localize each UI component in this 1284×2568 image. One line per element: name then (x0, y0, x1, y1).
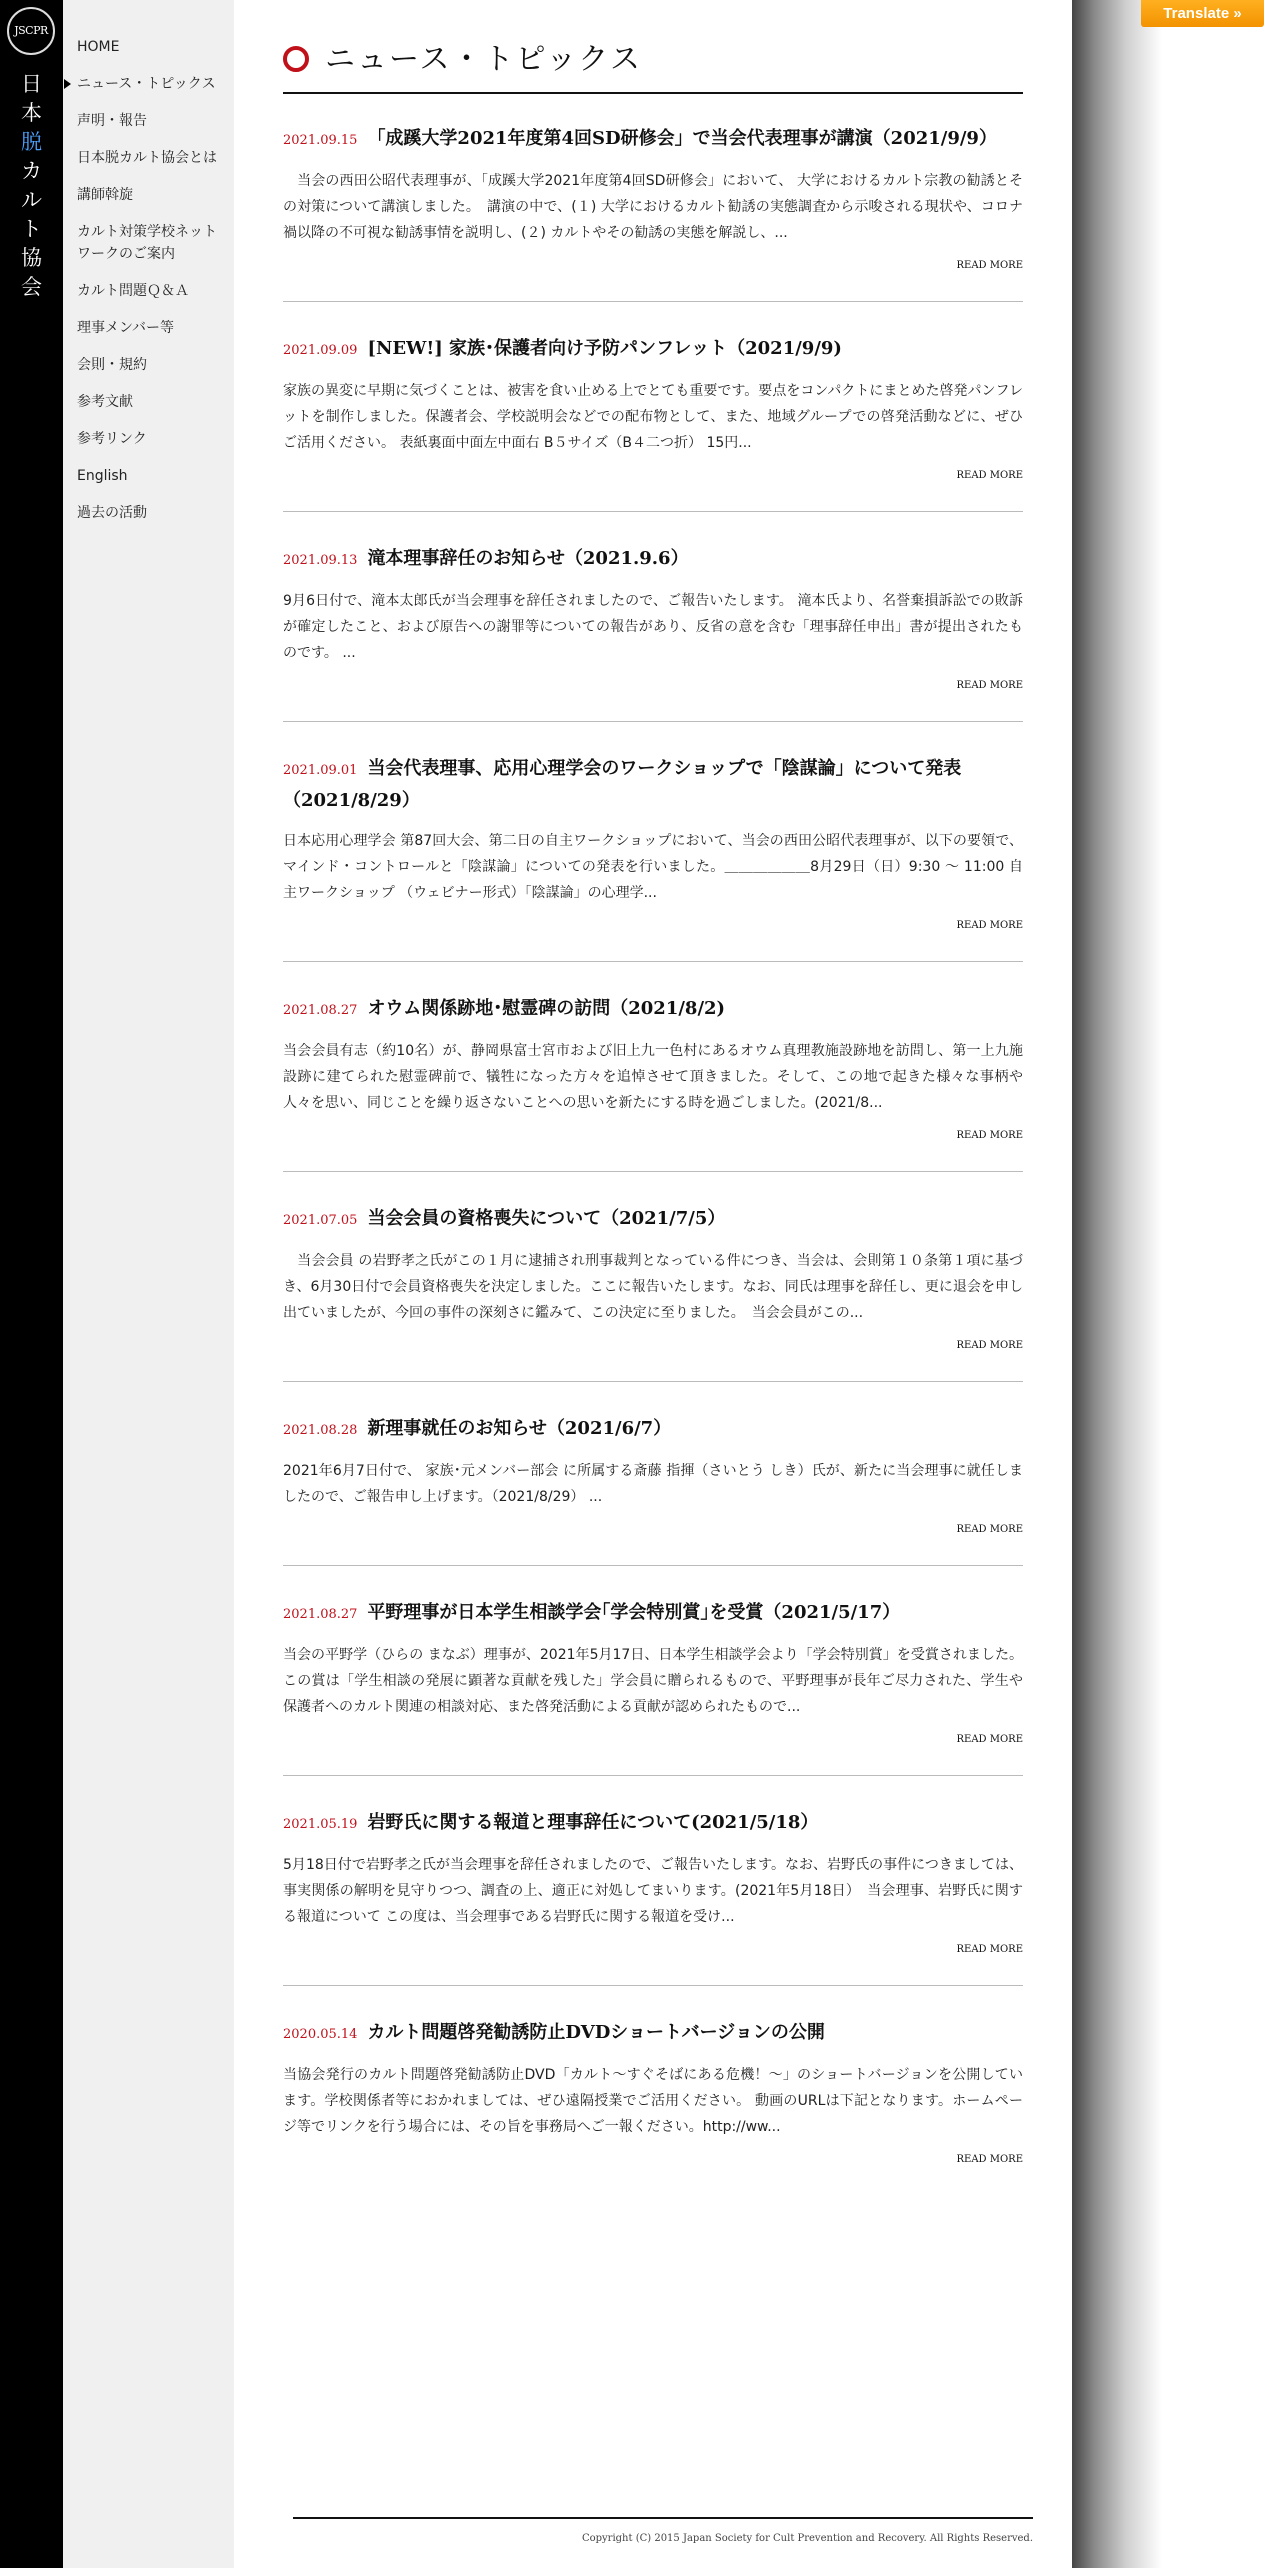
read-more-link[interactable]: READ MORE (956, 920, 1023, 931)
nav-item-lecturers[interactable]: 講師斡旋 (77, 187, 133, 203)
read-more-link[interactable]: READ MORE (956, 470, 1023, 481)
ring-icon (283, 46, 309, 72)
brand-char: ル (21, 188, 42, 212)
news-head (283, 994, 1023, 1026)
news-title[interactable]: 当会会員の資格喪失について（2021/7/5） (367, 1208, 726, 1229)
news-title[interactable]: 新理事就任のお知らせ（2021/6/7） (367, 1418, 672, 1439)
news-date: 2021.08.27 (283, 1003, 358, 1018)
news-item (283, 124, 1023, 302)
read-more-link[interactable]: READ MORE (956, 1944, 1023, 1955)
brand-char: 日 (21, 72, 42, 96)
news-head (283, 124, 1023, 156)
read-more-link[interactable]: READ MORE (956, 1734, 1023, 1745)
news-excerpt: 家族の異変に早期に気づくことは、被害を食い止める上でとても重要です。要点をコンパクトにまとめた啓発パンフレットを制作しました。保護者会、学校説明会などでの配布物として、また、地域グループでの啓発活動などに、ぜひご活用ください。 表紙裏面中面左中面右 B５サイズ（B４二つ折） 15円... (283, 383, 1023, 451)
translate-button[interactable]: Translate » (1141, 0, 1264, 27)
news-date: 2021.09.01 (283, 763, 358, 778)
news-excerpt: 当会の西田公昭代表理事が、「成蹊大学2021年度第4回SD研修会」において、 大学におけるカルト宗教の勧誘とその対策について講演しました。 講演の中で、(１) 大学におけるカルト勧誘の実態調査から示唆される現状や、コロナ禍以降の不可視な勧誘事情を説明し、(２) カルトやその勧誘の実態を解説し、... (283, 173, 1023, 241)
nav-item-bylaws[interactable]: 会則・規約 (77, 357, 147, 373)
read-more-link[interactable]: READ MORE (956, 1524, 1023, 1535)
news-date: 2021.09.13 (283, 553, 358, 568)
nav-item-about[interactable]: 日本脱カルト協会とは (77, 150, 217, 166)
nav-item-home[interactable]: HOME (77, 39, 120, 55)
news-title[interactable]: [NEW!] 家族･保護者向け予防パンフレット（2021/9/9) (367, 338, 842, 359)
read-more-link[interactable]: READ MORE (956, 1340, 1023, 1351)
news-date: 2021.08.27 (283, 1607, 358, 1622)
news-date: 2021.08.28 (283, 1423, 358, 1438)
news-excerpt: 当会の平野学（ひらの まなぶ）理事が、2021年5月17日、日本学生相談学会より「学会特別賞」を受賞されました。 この賞は「学生相談の発展に顕著な貢献を残した」学会員に贈られるもので、平野理事が長年ご尽力された、学生や保護者へのカルト関連の相談対応、また啓発活動による貢献が認められたもので... (283, 1647, 1023, 1715)
news-date: 2020.05.14 (283, 2027, 358, 2042)
news-title[interactable]: 「成蹊大学2021年度第4回SD研修会」で当会代表理事が講演（2021/9/9） (367, 128, 997, 149)
nav-item-members[interactable]: 理事メンバー等 (77, 320, 175, 336)
copyright-text: Copyright (C) 2015 Japan Society for Cult Prevention and Recovery. All Rights Reserved. (581, 2533, 1033, 2544)
logo-text: JSCPR (14, 24, 48, 37)
read-more-link[interactable]: READ MORE (956, 260, 1023, 271)
footer (293, 2517, 1033, 2544)
nav-item-news-topics[interactable]: ニュース・トピックス (77, 73, 227, 95)
news-head (283, 2018, 1023, 2050)
news-excerpt: 日本応用心理学会 第87回大会、第二日の自主ワークショップにおいて、当会の西田公昭代表理事が、以下の要領で、マインド・コントロールと「陰謀論」についての発表を行いました。＿＿＿＿＿＿8月29日（日）9:30 ～ 11:00 自主ワークショップ （ウェビナー形式）「陰謀論」の心理学... (283, 833, 1023, 901)
news-head (283, 1808, 1023, 1840)
news-head (283, 1598, 1023, 1630)
page-title: ニュース・トピックス (325, 42, 642, 77)
news-item (283, 544, 1023, 722)
news-date: 2021.09.15 (283, 133, 358, 148)
nav-item-links[interactable]: 参考リンク (77, 431, 147, 447)
site-logo[interactable] (7, 7, 55, 55)
page-header (283, 38, 1023, 94)
read-more-link[interactable]: READ MORE (956, 1130, 1023, 1141)
brand-strip (0, 0, 63, 2568)
news-item (283, 2018, 1023, 2195)
panel-shadow (1072, 0, 1162, 2568)
nav-item-past-activities[interactable]: 過去の活動 (77, 505, 147, 521)
news-excerpt: 当会会員有志（約10名）が、静岡県富士宮市および旧上九一色村にあるオウム真理教施設跡地を訪問し、第一上九施設跡に建てられた慰霊碑前で、犠牲になった方々を追悼させて頂きました。そして、この地で起きた様々な事柄や人々を思い、同じことを繰り返さないことへの思いを新たにする時を過ごしました。(2021/8... (283, 1043, 1023, 1111)
news-date: 2021.07.05 (283, 1213, 358, 1228)
news-title[interactable]: カルト問題啓発勧誘防止DVDショートバージョンの公開 (367, 2022, 825, 2043)
brand-name (0, 70, 63, 302)
news-excerpt: 9月6日付で、滝本太郎氏が当会理事を辞任されましたので、ご報告いたします。 滝本氏より、名誉棄損訴訟での敗訴が確定したこと、および原告への謝罪等についての報告があり、反省の意を含む「理事辞任申出」書が提出されたものです。 ... (283, 593, 1023, 661)
nav-item-school-network[interactable]: カルト対策学校ネットワークのご案内 (77, 224, 217, 262)
news-head (283, 754, 1023, 816)
news-date: 2021.09.09 (283, 343, 358, 358)
news-item (283, 994, 1023, 1172)
nav-item-references[interactable]: 参考文献 (77, 394, 133, 410)
news-date: 2021.05.19 (283, 1817, 358, 1832)
news-title[interactable]: オウム関係跡地･慰霊碑の訪問（2021/8/2) (367, 998, 726, 1019)
news-item (283, 1414, 1023, 1566)
news-item (283, 1598, 1023, 1776)
news-head (283, 1414, 1023, 1446)
news-title[interactable]: 当会代表理事、応用心理学会のワークショップで「陰謀論」について発表（2021/8/29） (283, 758, 962, 811)
news-list (283, 124, 1023, 2227)
nav-item-statements[interactable]: 声明・報告 (77, 113, 147, 129)
news-excerpt: 5月18日付で岩野孝之氏が当会理事を辞任されましたので、ご報告いたします。なお、岩野氏の事件につきましては、事実関係の解明を見守りつつ、調査の上、適正に対処してまいります。(2021年5月18日） 当会理事、岩野氏に関する報道について この度は、当会理事である岩野氏に関する報道を受け... (283, 1857, 1023, 1925)
brand-char: 会 (21, 275, 42, 299)
news-excerpt: 当会会員 の岩野孝之氏がこの１月に逮捕され刑事裁判となっている件につき、当会は、会則第１０条第１項に基づき、6月30日付で会員資格喪失を決定しました。ここに報告いたします。なお、同氏は理事を辞任し、更に退会を申し出ていましたが、今回の事件の深刻さに鑑みて、この決定に至りました。 当会会員がこの... (283, 1253, 1023, 1321)
nav-item-english[interactable]: English (77, 468, 128, 484)
brand-char: 協 (21, 246, 42, 270)
news-item (283, 1204, 1023, 1382)
news-head (283, 334, 1023, 366)
read-more-link[interactable]: READ MORE (956, 680, 1023, 691)
sidebar-nav (63, 0, 234, 2568)
news-title[interactable]: 岩野氏に関する報道と理事辞任について(2021/5/18） (367, 1812, 819, 1833)
news-excerpt: 2021年6月7日付で、 家族･元メンバー部会 に所属する斎藤 指揮（さいとう しき）氏が、新たに当会理事に就任しましたので、ご報告申し上げます。（2021/8/29） ... (283, 1463, 1023, 1505)
brand-char: カ (21, 159, 42, 183)
read-more-link[interactable]: READ MORE (956, 2154, 1023, 2165)
news-item (283, 1808, 1023, 1986)
news-item (283, 334, 1023, 512)
news-head (283, 1204, 1023, 1236)
brand-char: 本 (21, 101, 42, 125)
news-head (283, 544, 1023, 576)
brand-char: ト (21, 217, 42, 241)
news-title[interactable]: 滝本理事辞任のお知らせ（2021.9.6） (367, 548, 689, 569)
brand-char-accent: 脱 (21, 130, 42, 154)
news-item (283, 754, 1023, 962)
news-excerpt: 当協会発行のカルト問題啓発勧誘防止DVD「カルト〜すぐそばにある危機！〜」のショートバージョンを公開しています。学校関係者等におかれましては、ぜひ遠隔授業でご活用ください。 動画のURLは下記となります。ホームページ等でリンクを行う場合には、その旨を事務局へご一報ください。http://ww... (283, 2067, 1023, 2135)
nav-item-qa[interactable]: カルト問題Ｑ＆Ａ (77, 283, 189, 299)
news-title[interactable]: 平野理事が日本学生相談学会｢学会特別賞｣を受賞（2021/5/17） (367, 1602, 901, 1623)
